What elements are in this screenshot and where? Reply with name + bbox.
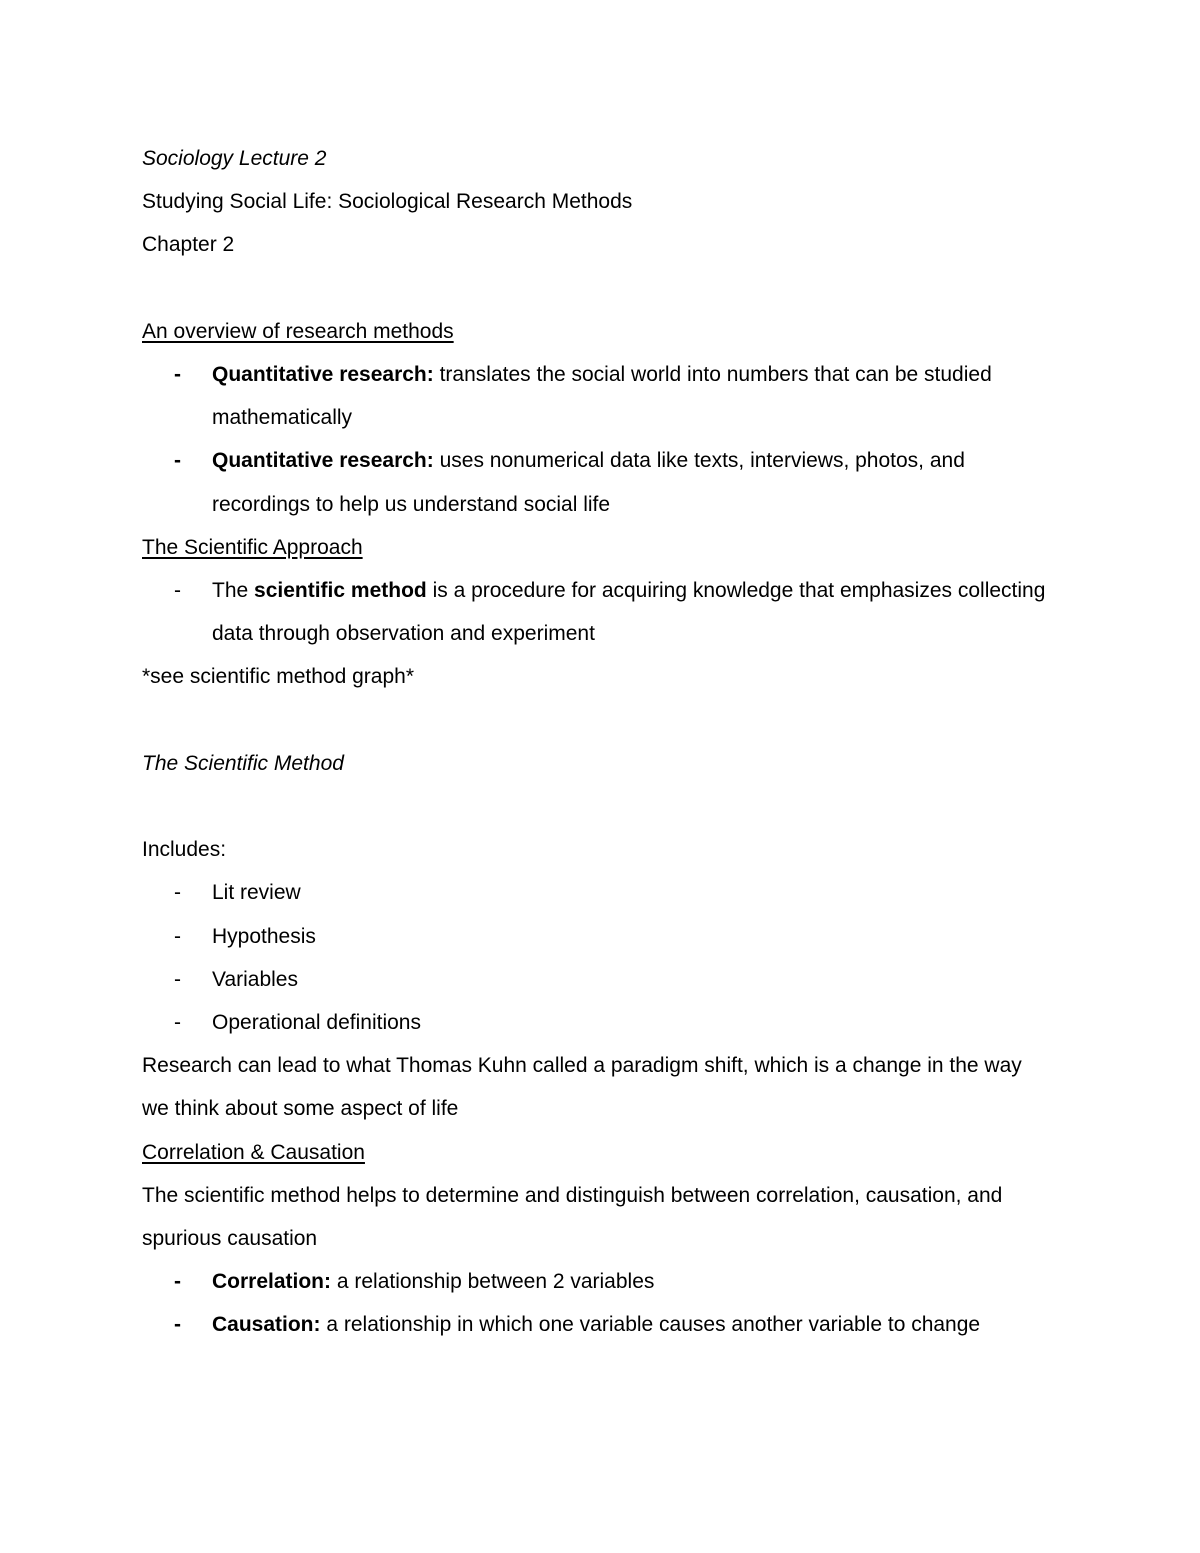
list-item [142,958,1072,1001]
list-item [142,439,1072,525]
definition-text: translates the social world into numbers that can be studied [433,363,992,386]
definition-text: is a procedure for acquiring knowledge that emphasizes collecting [426,579,1046,603]
correlation-paragraph: The scientific method helps to determine and distinguish between correlation, causation, and [142,1183,1003,1207]
blank-line [142,267,1072,310]
chapter-label: Chapter 2 [142,233,235,257]
section-title-scientific-method: The Scientific Method [142,751,344,775]
lecture-title: Sociology Lecture 2 [142,147,327,170]
bullet-dash: - [174,363,181,386]
paradigm-paragraph: Research can lead to what Thomas Kuhn called a paradigm shift, which is a change in the way [142,1054,1022,1078]
paradigm-paragraph-continuation: we think about some aspect of life [142,1097,459,1121]
definition-continuation: recordings to help us understand social life [212,492,611,516]
list-item [142,1303,1072,1346]
list-item-label: Hypothesis [212,924,316,948]
document-body [142,137,1072,1347]
blank-line [142,785,1072,828]
bullet-dash: - [174,924,181,948]
definition-text: uses nonumerical data like texts, interviews, photos, and [433,449,965,473]
section-heading-overview: An overview of research methods [142,319,454,343]
definition-text: a relationship between 2 variables [331,1270,655,1294]
term-label: Causation: [212,1313,321,1337]
list-item-label: Variables [212,967,298,991]
definition-continuation: data through observation and experiment [212,622,595,646]
bullet-dash: - [174,1011,181,1035]
list-item [142,1260,1072,1303]
bullet-dash: - [174,881,181,905]
list-item [142,871,1072,914]
includes-label: Includes: [142,838,227,862]
bullet-dash: - [174,1313,181,1337]
bullet-dash: - [174,1270,181,1294]
bullet-dash: - [174,967,181,991]
list-item-label: Lit review [212,881,301,905]
correlation-paragraph-continuation: spurious causation [142,1227,318,1251]
term-label: Correlation: [212,1270,332,1294]
text-prefix: The [212,579,255,603]
list-item [142,569,1072,655]
term-label: Quantitative research: [212,449,434,473]
section-heading-scientific-approach: The Scientific Approach [142,535,363,559]
graph-note: *see scientific method graph* [142,665,414,689]
blank-line [142,699,1072,742]
lecture-subtitle: Studying Social Life: Sociological Research Methods [142,190,633,214]
term-label: Quantitative research: [212,363,434,386]
definition-continuation: mathematically [212,406,353,430]
term-label: scientific method [254,579,427,603]
bullet-dash: - [174,449,181,473]
list-item [142,353,1072,439]
list-item [142,1001,1072,1044]
section-heading-correlation: Correlation & Causation [142,1140,365,1164]
bullet-dash: - [174,579,181,603]
list-item [142,915,1072,958]
list-item-label: Operational definitions [212,1011,421,1035]
definition-text: a relationship in which one variable causes another variable to change [320,1313,981,1337]
